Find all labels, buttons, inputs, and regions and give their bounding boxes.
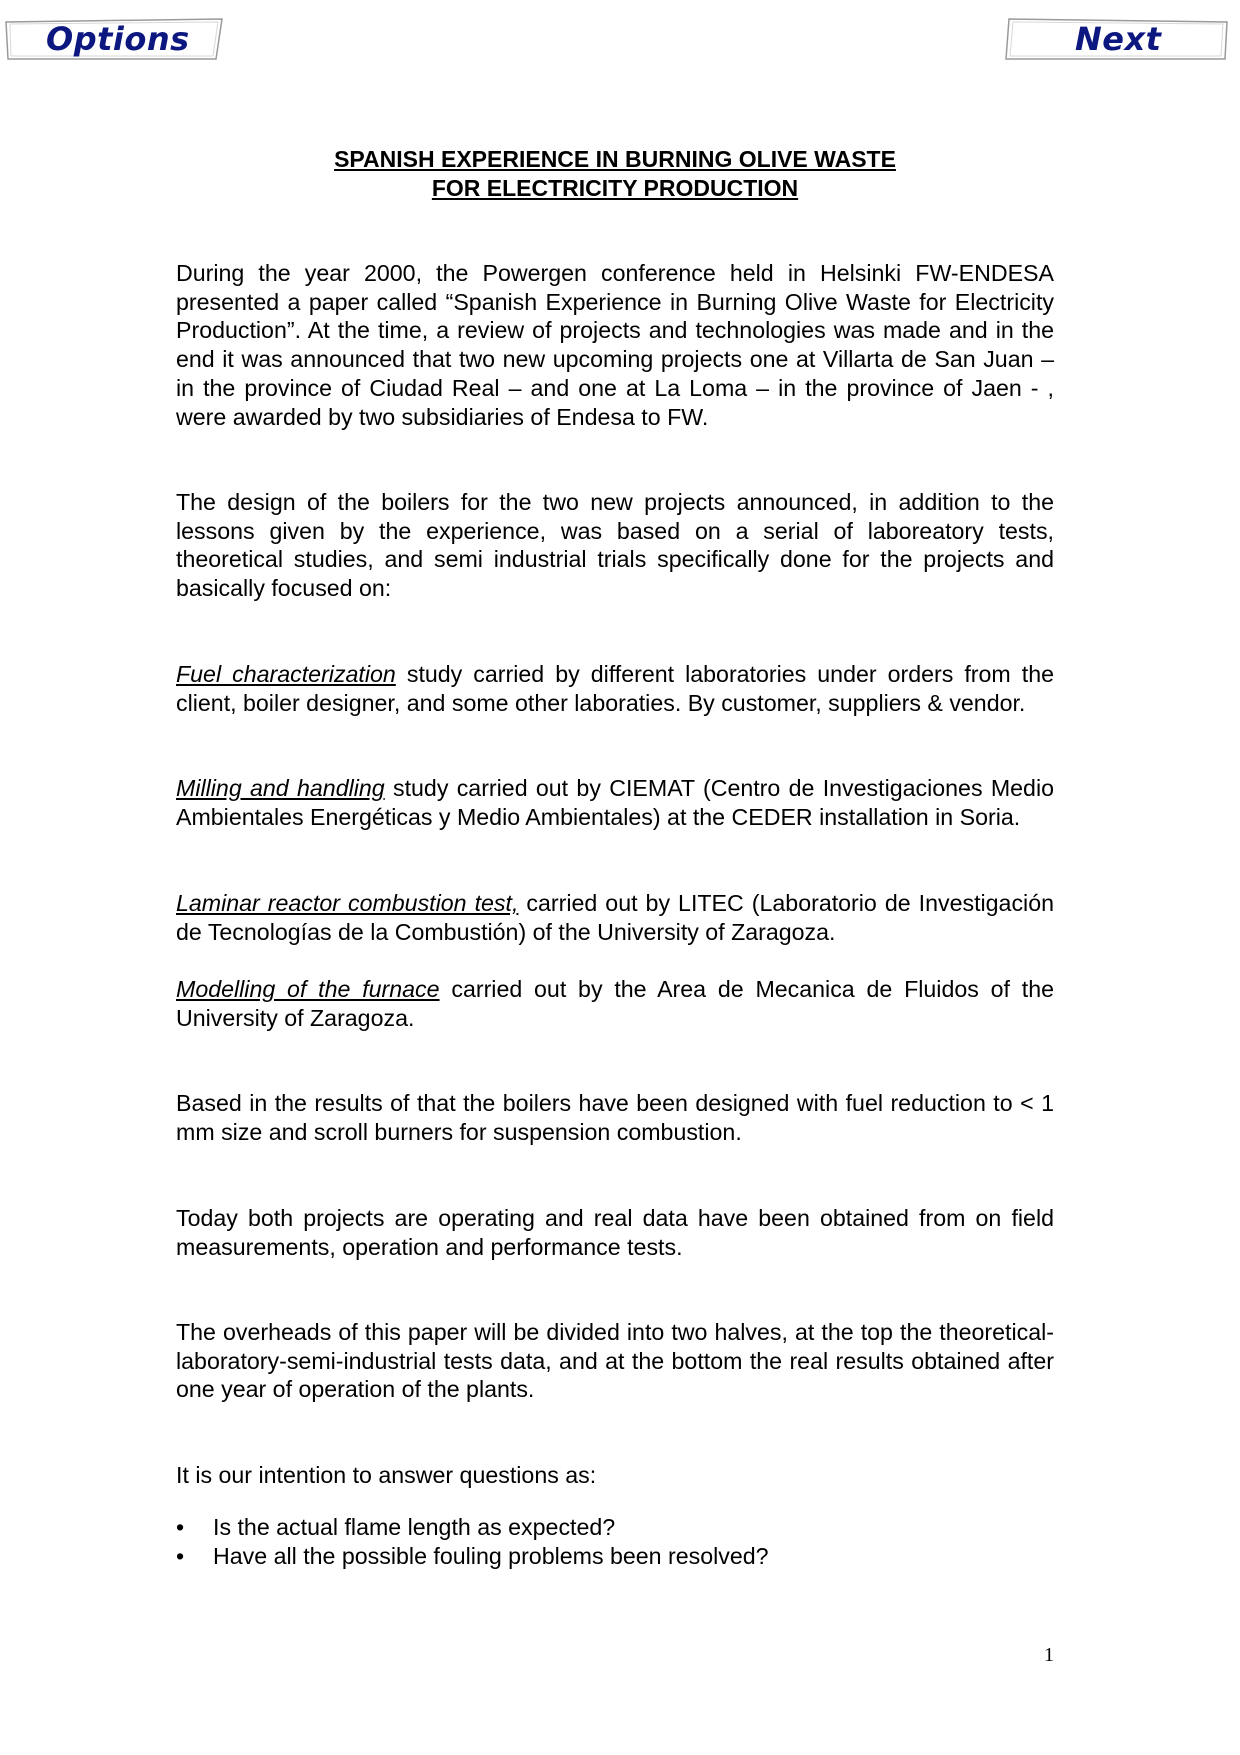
study-fuel-characterization	[176, 660, 1054, 717]
study-heading: Fuel characterization	[176, 661, 396, 687]
design-paragraph: The design of the boilers for the two new projects announced, in addition to the lessons given by the experience, was based on a serial of laboreatory tests, theoretical studies, and semi industrial trials specifically done for the projects and basically focused on:	[176, 489, 1054, 602]
study-furnace-modelling	[176, 975, 1054, 1032]
list-item	[176, 1513, 1054, 1542]
study-heading: Laminar reactor combustion test,	[176, 890, 519, 916]
results-paragraph: Based in the results of that the boilers have been designed with fuel reduction to < 1 mm size and scroll burners for suspension combustion.	[176, 1090, 1054, 1145]
options-button[interactable]	[4, 18, 224, 60]
study-heading: Milling and handling	[176, 775, 385, 801]
page-number: 1	[1044, 1644, 1054, 1666]
question-text: Have all the possible fouling problems been resolved?	[213, 1543, 769, 1569]
intro-paragraph: During the year 2000, the Powergen conference held in Helsinki FW-ENDESA presented a paper called “Spanish Experience in Burning Olive Waste for Electricity Production”. At the time, a review of projects and technologies was made and in the end it was announced that two new upcoming projects one at Villarta de San Juan – in the province of Ciudad Real – and one at La Loma – in the province of Jaen - , were awarded by two subsidiaries of Endesa to FW.	[176, 260, 1054, 430]
bullet-icon: •	[176, 1514, 185, 1540]
question-text: Is the actual flame length as expected?	[213, 1514, 616, 1540]
document-title	[176, 145, 1054, 203]
study-laminar-reactor	[176, 889, 1054, 946]
next-button-label: Next	[1075, 20, 1162, 58]
overheads-paragraph: The overheads of this paper will be divided into two halves, at the top the theoretical-laboratory-semi-industrial tests data, and at the bottom the real results obtained after one year of operation of the plants.	[176, 1319, 1054, 1403]
bullet-icon: •	[176, 1543, 185, 1569]
study-text: study carried out by CIEMAT (Centro de Investigaciones Medio Ambientales Energéticas y Medio Ambientales) at the CEDER installation in Soria.	[176, 775, 1054, 830]
study-text: study carried by different laboratories under orders from the client, boiler designer, and some other laboraties. By customer, suppliers & vendor.	[176, 661, 1054, 716]
options-button-label: Options	[46, 20, 190, 58]
list-item	[176, 1542, 1054, 1571]
questions-list	[176, 1513, 1054, 1571]
questions-intro: It is our intention to answer questions as:	[176, 1462, 597, 1488]
study-heading: Modelling of the furnace	[176, 976, 440, 1002]
study-milling-handling	[176, 774, 1054, 831]
operation-paragraph: Today both projects are operating and real data have been obtained from on field measurements, operation and performance tests.	[176, 1205, 1054, 1260]
title-line-2: FOR ELECTRICITY PRODUCTION	[431, 175, 799, 201]
next-button[interactable]	[1005, 18, 1229, 60]
title-line-1: SPANISH EXPERIENCE IN BURNING OLIVE WASTE	[334, 146, 896, 172]
study-text: carried out by LITEC (Laboratorio de Investigación de Tecnologías de la Combustión) of the University of Zaragoza.	[176, 890, 1054, 945]
study-text: carried out by the Area de Mecanica de Fluidos of the University of Zaragoza.	[176, 976, 1054, 1031]
